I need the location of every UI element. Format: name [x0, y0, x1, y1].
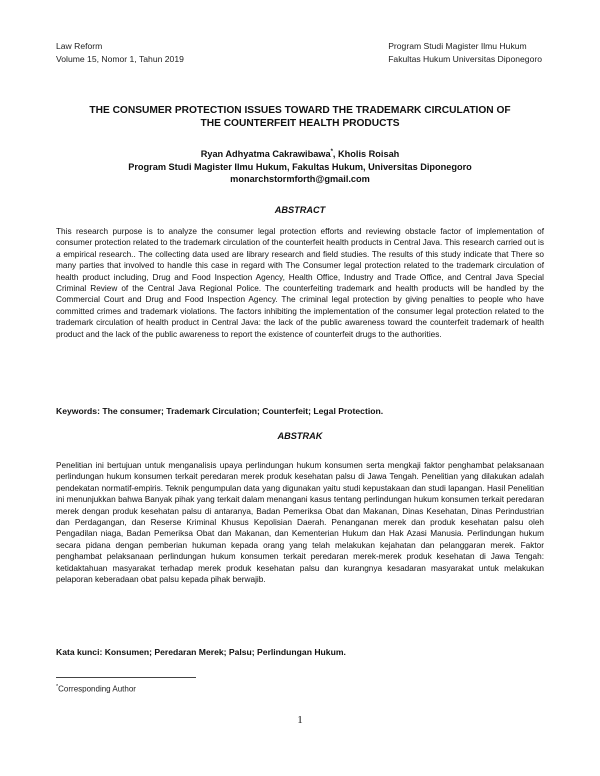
author-affiliation: Program Studi Magister Ilmu Hukum, Fakultas Hukum, Universitas Diponegoro — [128, 161, 472, 172]
corresponding-marker: * — [330, 149, 333, 155]
first-author: Ryan Adhyatma Cakrawibawa — [200, 149, 331, 160]
page-number: 1 — [297, 714, 303, 726]
abstract-text: This research purpose is to analyze the consumer legal protection efforts and reviewing obstacle factor of implementation of consumer protection related to the trademark circulation of the counterfeit health products in Central Java. This research carried out is a empirical research.. The collecting data used are library research and field studies. The results of this study indicate that There so many parties that involved to handle this case in regard with The Consumer legal protection related to the trademark circulation of health product including, Drug and Food Inspection Agency, Health Office, Industry and Trade Office, and Central Java Special Criminal Review of the Central Java Regional Police. The counterfeiting trademark and health products will be handled by the Commercial Court and Drug and Food Inspection Agency. The criminal legal protection by giving penalties to people who have committed crimes and trademark violations. The factors inhibiting the implementation of the consumer legal protection related to the trademark circulation of health product in Central Java: the lack of the public awareness toward the counterfeit trademark of health product and the lack of the public awareness to report the existence of counterfeit drugs to the authorities. — [56, 227, 544, 339]
footnote — [56, 684, 136, 694]
abstract-heading: ABSTRACT — [274, 205, 326, 215]
faculty-name: Fakultas Hukum Universitas Diponegoro — [388, 53, 542, 64]
running-header-left — [56, 40, 184, 65]
paper-title — [56, 104, 544, 130]
author-email: monarchstormforth@gmail.com — [230, 174, 370, 185]
abstract-keywords: Keywords: The consumer; Trademark Circulation; Counterfeit; Legal Protection. — [56, 406, 384, 416]
author-block — [56, 146, 544, 186]
footnote-rule — [56, 677, 196, 678]
journal-volume: Volume 15, Nomor 1, Tahun 2019 — [56, 53, 184, 64]
author-names — [56, 146, 544, 161]
running-header-right — [388, 40, 542, 65]
footnote-text: Corresponding Author — [58, 684, 136, 694]
journal-name: Law Reform — [56, 41, 103, 51]
program-name: Program Studi Magister Ilmu Hukum — [388, 41, 527, 51]
abstrak-keywords: Kata kunci: Konsumen; Peredaran Merek; Palsu; Perlindungan Hukum. — [56, 647, 346, 657]
title-line-1: THE CONSUMER PROTECTION ISSUES TOWARD THE TRADEMARK CIRCULATION OF — [89, 105, 511, 116]
footnote-marker: * — [56, 684, 59, 690]
abstrak-text: Penelitian ini bertujuan untuk menganalisis upaya perlindungan hukum konsumen serta mengkaji faktor penghambat pelaksanaan perlindungan hukum konsumen terkait peredaran merek produk kesehatan palsu di Jawa Tengah. Penelitian yang dilakukan adalah pendekatan normatif-empiris. Teknik pengumpulan data yang digunakan yaitu studi kepustakaan dan studi lapangan. Hasil Penelitian ini menunjukkan bahwa Banyak pihak yang terkait dalam menangani kasus tentang perlindungan hukum konsumen terkait peredaran merek dengan produk kesehatan palsu di antaranya, Badan Pemeriksa Obat dan Makanan, Dinas Kesehatan, Dinas Perindustrian dan Perdagangan, dan Reserse Kriminal Khusus Kepolisian Daerah. Penanganan merek dan produk kesehatan palsu oleh Pengadilan niaga, Badan Pemeriksa Obat dan Makanan, dan Kementerian Hukum dan Hak Azasi Manusia. Perlindungan hukum secara pidana dengan pemberian hukuman kepada orang yang telah melakukan kejahatan dan pelanggaran merek. Faktor penghambat pelaksanaan perlindungan hukum konsumen terkait peredaran merek-merek produk kesehatan di Jawa Tengah: ketidaktahuan masyarakat terhadap merek produk kesehatan palsu dan kurangnya kesadaran masyarakat untuk melakukan pelaporan keberadaan obat palsu kepada pihak berwajib. — [56, 461, 544, 585]
abstrak-heading: ABSTRAK — [277, 431, 323, 441]
other-authors: , Kholis Roisah — [332, 149, 400, 160]
title-line-2: THE COUNTERFEIT HEALTH PRODUCTS — [200, 118, 400, 129]
